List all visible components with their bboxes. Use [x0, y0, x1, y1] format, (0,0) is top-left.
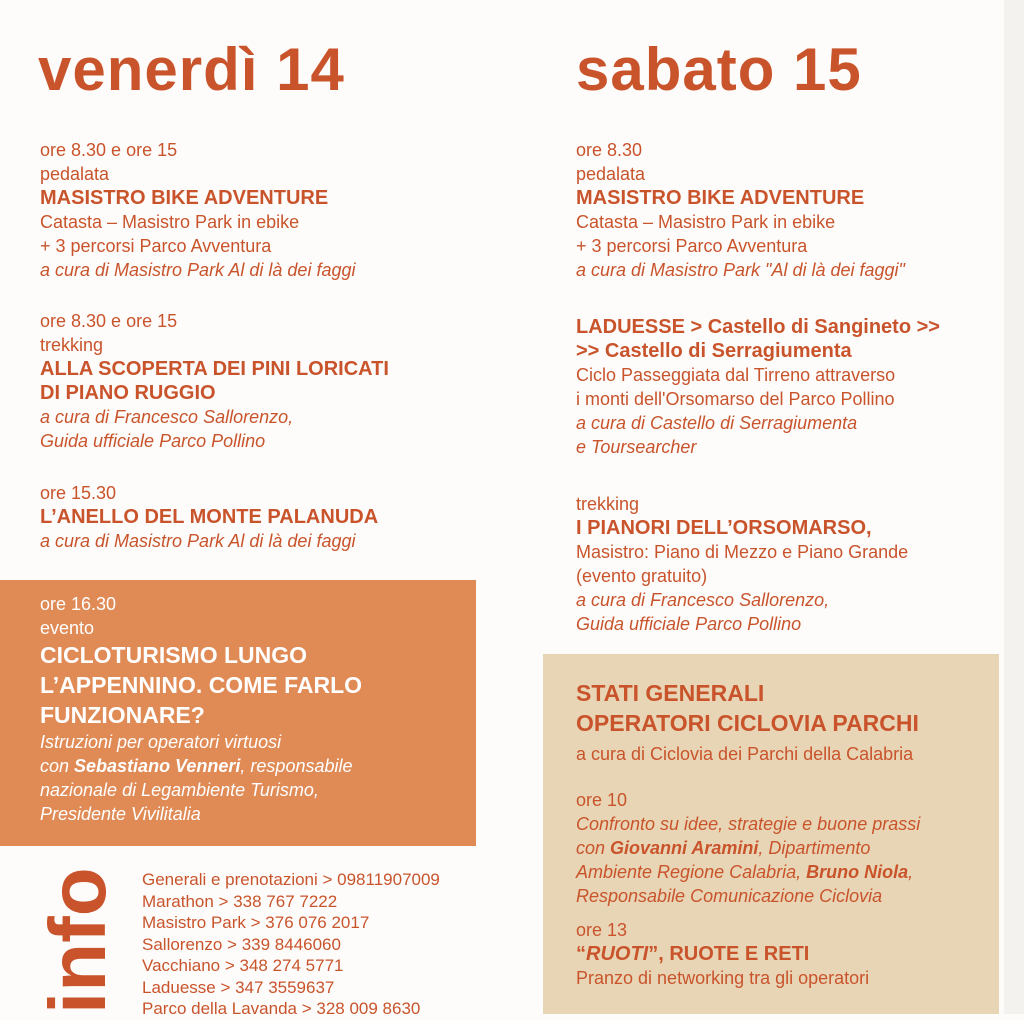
event-credit: a cura di Francesco Sallorenzo,	[576, 590, 830, 610]
text: ”, RUOTE E RETI	[648, 943, 810, 965]
saturday-event-2	[576, 315, 940, 459]
contact-line: Marathon > 338 767 7222	[142, 891, 338, 911]
event-title: STATI GENERALI	[576, 680, 765, 706]
event-desc: i monti dell'Orsomarso del Parco Pollino	[576, 389, 895, 409]
event-credit: a cura di Castello di Serragiumenta	[576, 413, 858, 433]
session-desc	[576, 860, 920, 884]
event-credit: e Toursearcher	[576, 437, 697, 457]
text: “	[576, 943, 586, 965]
event-desc: + 3 percorsi Parco Avventura	[40, 236, 272, 256]
event-time: ore 8.30 e ore 15	[40, 140, 178, 160]
text: con	[40, 756, 75, 776]
saturday-event-3	[576, 492, 908, 636]
event-credit: a cura di Masistro Park "Al di là dei faggi"	[576, 260, 905, 280]
event-credit: a cura di Francesco Sallorenzo,	[40, 407, 294, 427]
session-time: ore 13	[576, 920, 628, 940]
session-title	[576, 942, 920, 966]
session-desc: Confronto su idee, strategie e buone prassi	[576, 814, 921, 834]
session-desc	[576, 836, 920, 860]
event-title: FUNZIONARE?	[40, 702, 205, 728]
saturday-event-1	[576, 138, 905, 282]
event-desc: Presidente Vivilitalia	[40, 804, 201, 824]
event-desc: Ciclo Passeggiata dal Tirreno attraverso	[576, 365, 896, 385]
info-label: info	[33, 867, 122, 1014]
contact-line: Generali e prenotazioni > 09811907009	[142, 870, 440, 889]
event-title: CICLOTURISMO LUNGO	[40, 642, 308, 668]
event-title: I PIANORI DELL’ORSOMARSO,	[576, 517, 872, 539]
session-time: ore 10	[576, 790, 628, 810]
friday-event-4	[40, 592, 362, 826]
event-time: ore 8.30 e ore 15	[40, 311, 178, 331]
event-title: DI PIANO RUGGIO	[40, 382, 216, 404]
friday-event-1	[40, 138, 355, 282]
event-title: MASISTRO BIKE ADVENTURE	[40, 187, 329, 209]
saturday-title: sabato 15	[576, 36, 862, 103]
event-desc: Catasta – Masistro Park in ebike	[40, 212, 300, 232]
contact-line: Sallorenzo > 339 8446060	[142, 934, 341, 954]
event-time: ore 15.30	[40, 483, 117, 503]
event-credit: a cura di Masistro Park Al di là dei faggi	[40, 260, 356, 280]
event-title: >> Castello di Serragiumenta	[576, 340, 852, 362]
event-desc: nazionale di Legambiente Turismo,	[40, 780, 319, 800]
event-type: pedalata	[40, 164, 110, 184]
event-title: MASISTRO BIKE ADVENTURE	[576, 187, 865, 209]
event-desc: Masistro: Piano di Mezzo e Piano Grande	[576, 542, 909, 562]
contact-line: Vacchiano > 348 274 5771	[142, 956, 344, 975]
text: Ambiente Regione Calabria,	[576, 862, 807, 882]
contact-line: Laduesse > 347 3559637	[142, 977, 335, 997]
text: con	[576, 838, 611, 858]
event-title: L’APPENNINO. COME FARLO	[40, 672, 363, 698]
text: ,	[908, 862, 914, 882]
session-desc: Responsabile Comunicazione Ciclovia	[576, 886, 883, 906]
event-title: L’ANELLO DEL MONTE PALANUDA	[40, 506, 379, 528]
friday-event-3	[40, 481, 378, 553]
friday-title: venerdì 14	[38, 36, 345, 103]
saturday-event-4	[576, 678, 920, 990]
friday-event-2	[40, 309, 389, 453]
event-desc	[40, 754, 362, 778]
event-credit: Guida ufficiale Parco Pollino	[576, 614, 802, 634]
event-credit: a cura di Masistro Park Al di là dei faggi	[40, 531, 356, 551]
event-credit: Guida ufficiale Parco Pollino	[40, 431, 266, 451]
event-title: LADUESSE > Castello di Sangineto >>	[576, 316, 940, 338]
event-type: pedalata	[576, 164, 646, 184]
event-desc: (evento gratuito)	[576, 566, 708, 586]
text: RUOTI	[586, 943, 649, 965]
event-time: ore 16.30	[40, 594, 117, 614]
event-subtitle: a cura di Ciclovia dei Parchi della Calabria	[576, 744, 914, 764]
text: , Dipartimento	[758, 838, 871, 858]
event-desc: Catasta – Masistro Park in ebike	[576, 212, 836, 232]
contact-line: Parco della Lavanda > 328 009 8630	[142, 999, 421, 1018]
speaker-name: Bruno Niola	[806, 862, 909, 882]
event-type: trekking	[40, 335, 104, 355]
speaker-name: Sebastiano Venneri	[74, 756, 241, 776]
event-desc: Istruzioni per operatori virtuosi	[40, 732, 282, 752]
event-type: evento	[40, 618, 95, 638]
event-title: ALLA SCOPERTA DEI PINI LORICATI	[40, 358, 389, 380]
event-title: OPERATORI CICLOVIA PARCHI	[576, 710, 919, 736]
event-time: ore 8.30	[576, 140, 643, 160]
info-contacts	[142, 869, 440, 1020]
session-desc: Pranzo di networking tra gli operatori	[576, 968, 870, 988]
right-edge	[1004, 0, 1024, 1014]
event-type: trekking	[576, 494, 640, 514]
speaker-name: Giovanni Aramini	[610, 838, 759, 858]
event-desc: + 3 percorsi Parco Avventura	[576, 236, 808, 256]
text: , responsabile	[240, 756, 353, 776]
contact-line: Masistro Park > 376 076 2017	[142, 913, 370, 932]
